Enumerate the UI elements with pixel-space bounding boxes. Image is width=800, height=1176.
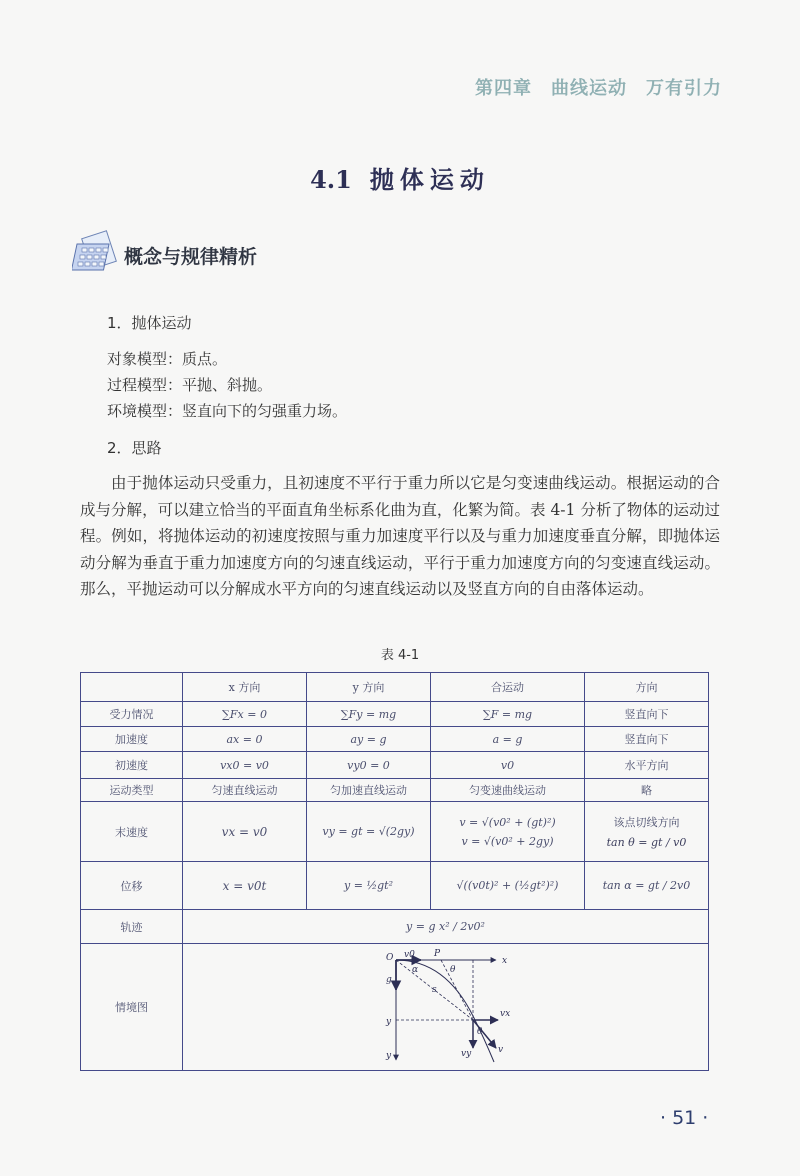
label-alpha: α bbox=[411, 965, 418, 975]
row-label: 情境图 bbox=[81, 944, 183, 1071]
table-row bbox=[81, 779, 709, 802]
row-label: 加速度 bbox=[81, 727, 183, 752]
motion-table bbox=[80, 672, 709, 1071]
cell-accel-x: ax = 0 bbox=[183, 727, 307, 752]
cell-type-combined: 匀变速曲线运动 bbox=[431, 779, 585, 802]
process-model-line: 过程模型：平抛、斜抛。 bbox=[107, 376, 273, 394]
table-header-row bbox=[81, 673, 709, 702]
cell-force-direction: 竖直向下 bbox=[585, 702, 709, 727]
subsection-2-heading: 2．思路 bbox=[107, 439, 162, 457]
label-y-axis: y bbox=[385, 1051, 391, 1061]
cell-disp-combined: √((v0t)² + (½gt²)²) bbox=[431, 862, 585, 910]
label-vx: vx bbox=[499, 1009, 510, 1019]
header-combined: 合运动 bbox=[431, 673, 585, 702]
notebook-icon bbox=[72, 230, 122, 278]
label-O: O bbox=[385, 953, 393, 963]
label-x: x bbox=[501, 956, 507, 966]
cell-final-direction bbox=[585, 802, 709, 862]
final-speed-formula-2: v = √(v0² + 2gy) bbox=[461, 834, 554, 848]
label-s: s bbox=[431, 985, 437, 995]
cell-final-combined bbox=[431, 802, 585, 862]
row-label: 位移 bbox=[81, 862, 183, 910]
header-x: x 方向 bbox=[183, 673, 307, 702]
trajectory-curve bbox=[396, 960, 494, 1062]
tangent-direction-text: 该点切线方向 bbox=[613, 816, 680, 829]
cell-final-x: vx = v0 bbox=[183, 802, 307, 862]
row-label: 初速度 bbox=[81, 752, 183, 779]
table-row bbox=[81, 862, 709, 910]
section-number: 4.1 bbox=[310, 165, 352, 194]
subsection-1-heading: 1．抛体运动 bbox=[107, 314, 192, 332]
cell-trajectory: y = g x² / 2v0² bbox=[183, 910, 709, 944]
table-row bbox=[81, 702, 709, 727]
cell-accel-direction: 竖直向下 bbox=[585, 727, 709, 752]
label-vy: vy bbox=[460, 1049, 471, 1059]
label-g: g bbox=[385, 975, 392, 985]
cell-accel-combined: a = g bbox=[431, 727, 585, 752]
cell-type-x: 匀速直线运动 bbox=[183, 779, 307, 802]
label-y: y bbox=[385, 1017, 391, 1027]
table-row bbox=[81, 944, 709, 1071]
cell-final-y: vy = gt = √(2gy) bbox=[307, 802, 431, 862]
cell-disp-x: x = v0t bbox=[183, 862, 307, 910]
cell-disp-y: y = ½gt² bbox=[307, 862, 431, 910]
table-caption: 表 4-1 bbox=[380, 648, 420, 663]
cell-init-combined: v0 bbox=[431, 752, 585, 779]
label-v0: v0 bbox=[403, 950, 415, 960]
header-y: y 方向 bbox=[307, 673, 431, 702]
label-P: P bbox=[433, 949, 440, 959]
page-number: · 51 · bbox=[660, 1107, 709, 1129]
cell-force-combined: ∑F = mg bbox=[431, 702, 585, 727]
table-row bbox=[81, 752, 709, 779]
table-row bbox=[81, 910, 709, 944]
cell-scenario-diagram bbox=[183, 944, 709, 1071]
table-row bbox=[81, 802, 709, 862]
row-label: 末速度 bbox=[81, 802, 183, 862]
cell-disp-direction: tan α = gt / 2v0 bbox=[585, 862, 709, 910]
cell-accel-y: ay = g bbox=[307, 727, 431, 752]
table-row bbox=[81, 727, 709, 752]
label-theta: θ bbox=[449, 965, 455, 975]
cell-init-y: vy0 = 0 bbox=[307, 752, 431, 779]
tan-theta-formula: tan θ = gt / v0 bbox=[606, 836, 687, 849]
cell-force-x: ∑Fx = 0 bbox=[183, 702, 307, 727]
concept-heading-text: 概念与规律精析 bbox=[124, 246, 258, 268]
label-v: v bbox=[497, 1045, 503, 1055]
cell-force-y: ∑Fy = mg bbox=[307, 702, 431, 727]
environment-model-line: 环境模型：竖直向下的匀强重力场。 bbox=[107, 402, 348, 420]
cell-type-direction: 略 bbox=[585, 779, 709, 802]
row-label: 轨迹 bbox=[81, 910, 183, 944]
row-label: 运动类型 bbox=[81, 779, 183, 802]
cell-type-y: 匀加速直线运动 bbox=[307, 779, 431, 802]
cell-init-x: vx0 = v0 bbox=[183, 752, 307, 779]
section-title-text: 抛体运动 bbox=[369, 165, 490, 194]
final-speed-formula-1: v = √(v0² + (gt)²) bbox=[459, 815, 556, 829]
running-head: 第四章 曲线运动 万有引力 bbox=[475, 78, 722, 99]
cell-init-direction: 水平方向 bbox=[585, 752, 709, 779]
object-model-line: 对象模型：质点。 bbox=[107, 350, 228, 368]
section-title bbox=[0, 160, 800, 195]
header-blank bbox=[81, 673, 183, 702]
row-label: 受力情况 bbox=[81, 702, 183, 727]
header-direction: 方向 bbox=[585, 673, 709, 702]
approach-paragraph: 由于抛体运动只受重力，且初速度不平行于重力所以它是匀变速曲线运动。根据运动的合成与分解，可以建立恰当的平面直角坐标系化曲为直，化繁为简。表 4-1 分析了物体的运动过程。例如，将抛体运动的初速度按照与重力加速度平行以及与重力加速度垂直分解，即抛体运动分解为垂直于重力加速度方向的匀速直线运动，平行于重力加速度方向的匀变速直线运动。那么，平抛运动可以分解成水平方向的匀速直线运动以及竖直方向的自由落体运动。 bbox=[80, 474, 720, 598]
label-theta-2: θ bbox=[476, 1027, 482, 1037]
projectile-diagram bbox=[346, 948, 546, 1066]
